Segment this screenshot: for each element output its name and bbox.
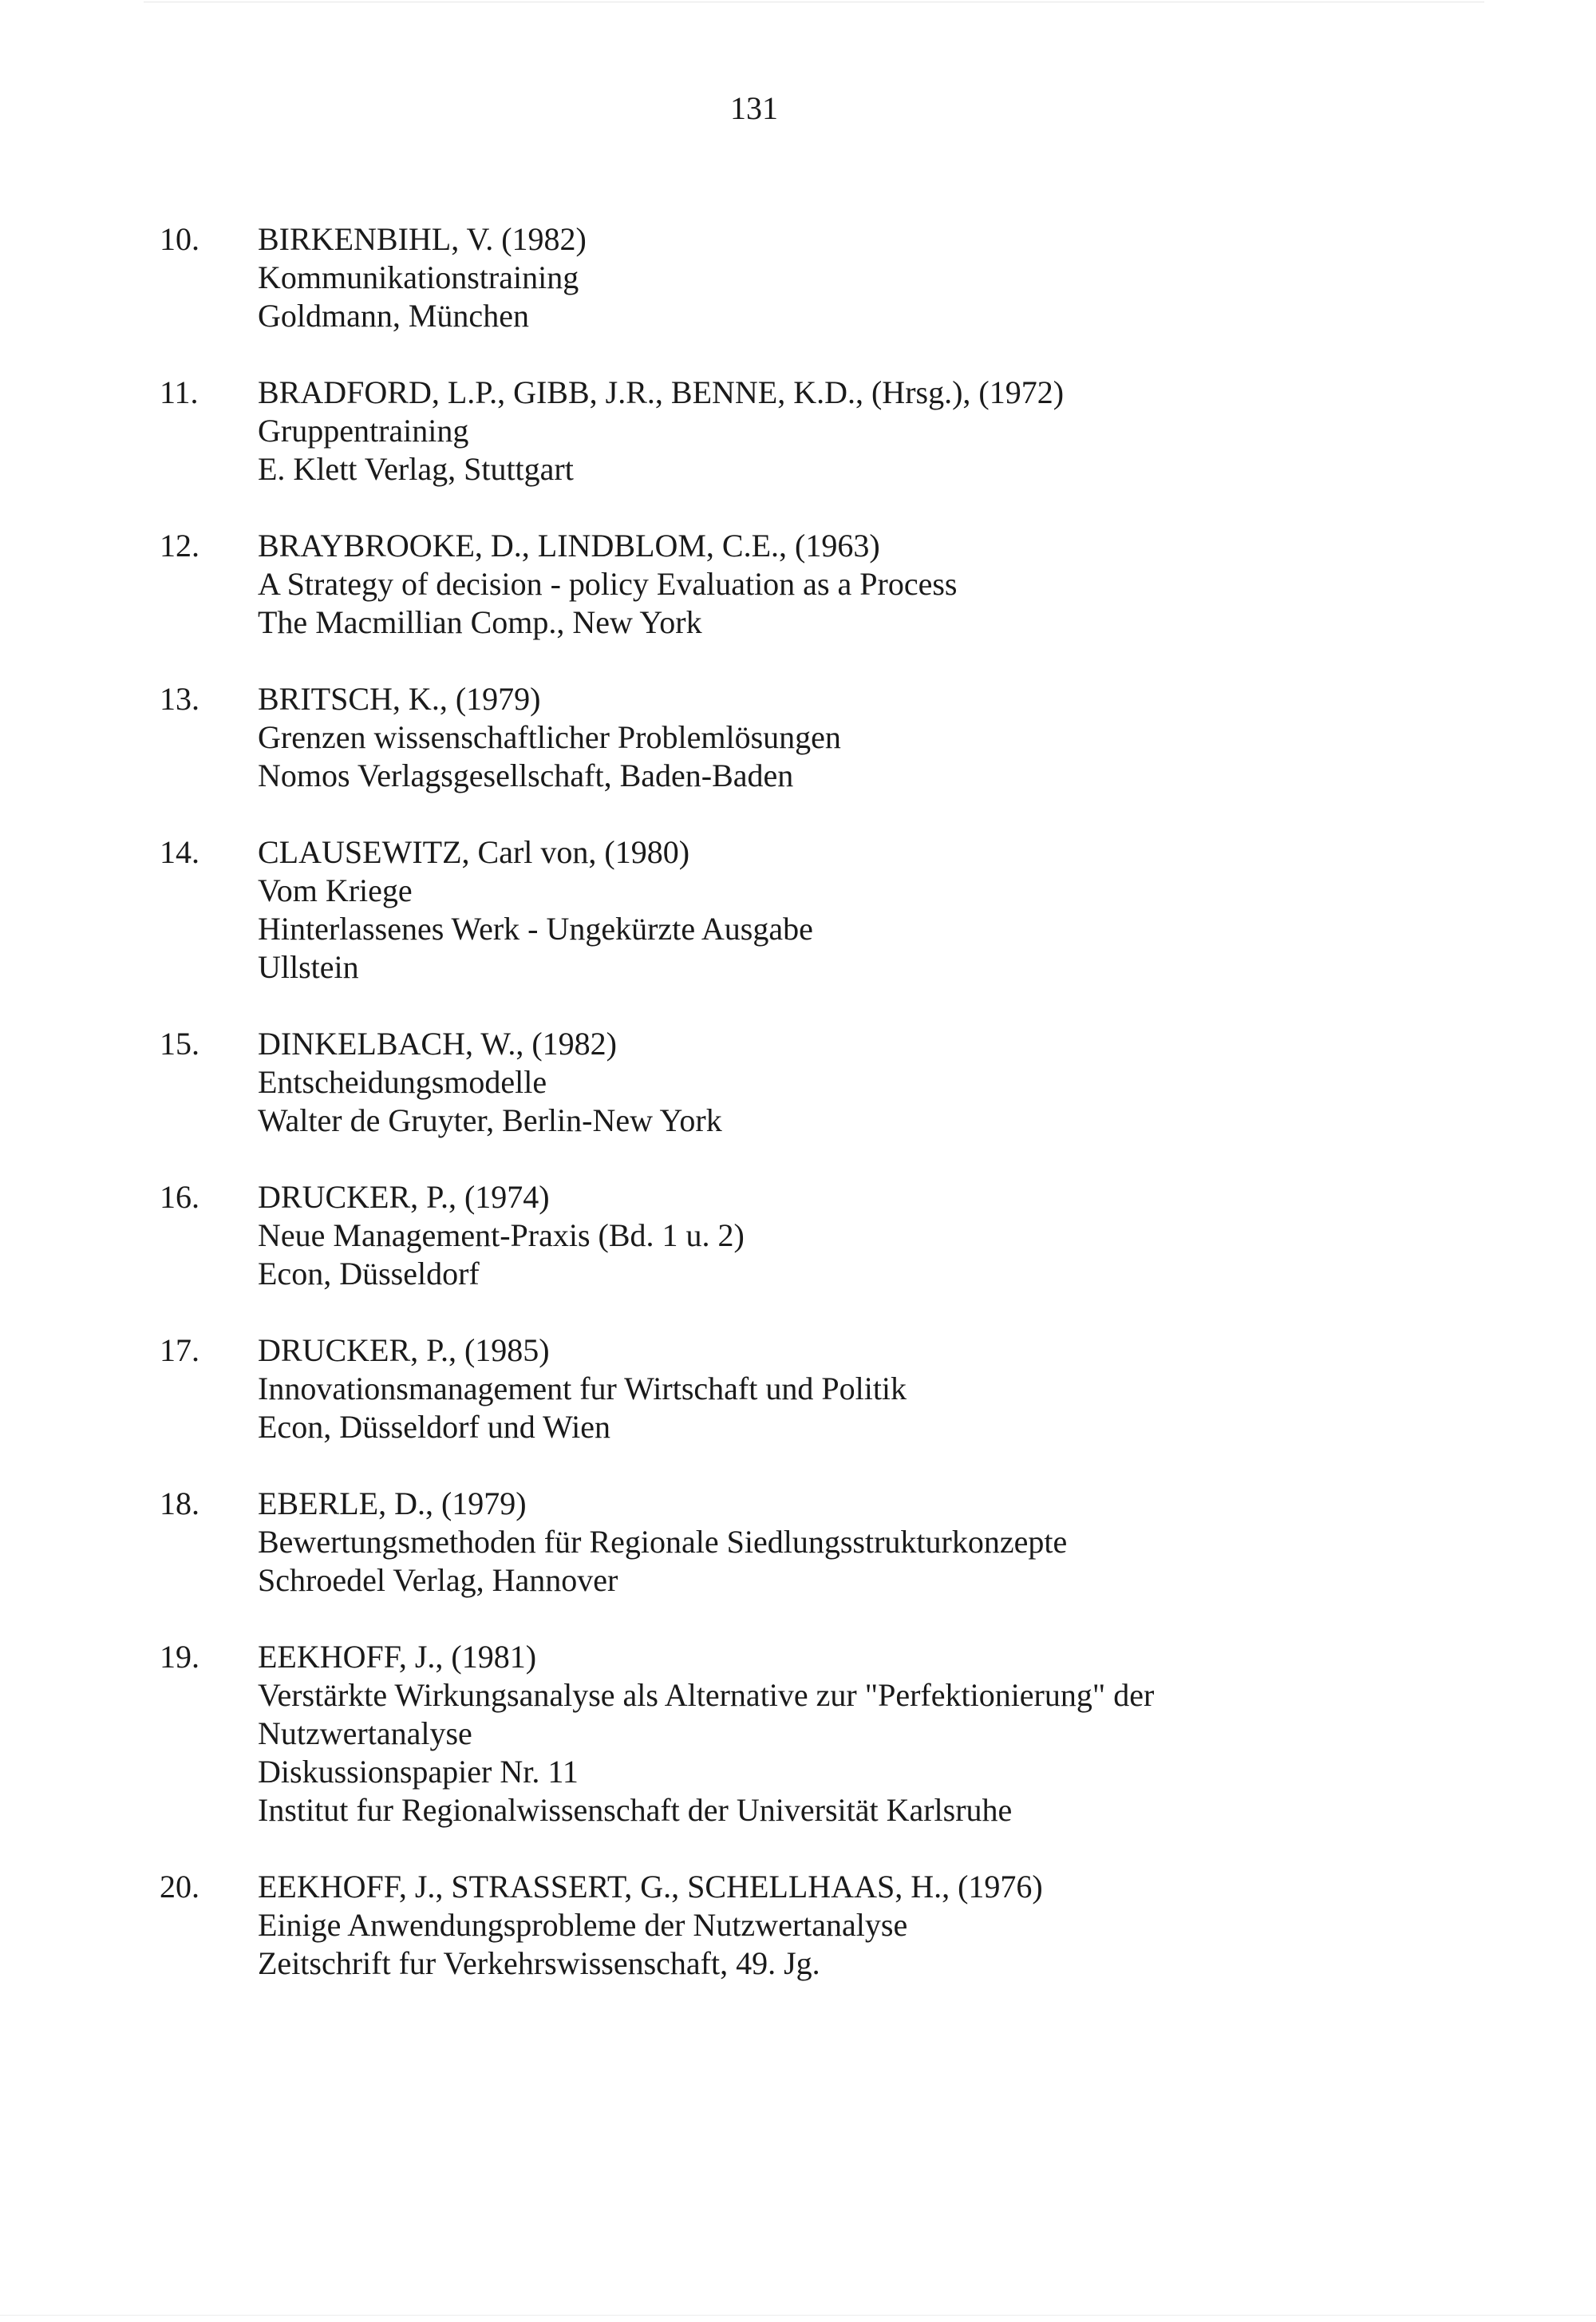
entry-author-line: BRADFORD, L.P., GIBB, J.R., BENNE, K.D., (Hrsg.), (1972): [258, 374, 1065, 410]
entry-number: 14.: [160, 834, 200, 870]
entry-title-line: Einige Anwendungsprobleme der Nutzwertanalyse: [258, 1907, 908, 1943]
entry-body: [258, 374, 1363, 489]
entry-body: [258, 833, 1363, 987]
entry-title-line: Entscheidungsmodelle: [258, 1064, 547, 1100]
entry-author-line: DRUCKER, P., (1985): [258, 1332, 550, 1368]
entry-author-line: DINKELBACH, W., (1982): [258, 1026, 617, 1062]
entry-author-line: BIRKENBIHL, V. (1982): [258, 221, 587, 257]
entry-publisher-line: Ullstein: [258, 949, 359, 985]
entry-body: [258, 220, 1363, 335]
entry-title-line: A Strategy of decision - policy Evaluation as a Process: [258, 566, 958, 602]
entry-body: [258, 1331, 1363, 1446]
entry-title-line: Gruppentraining: [258, 413, 469, 449]
entry-author-line: EEKHOFF, J., (1981): [258, 1639, 537, 1675]
entry-body: [258, 1485, 1363, 1600]
entry-body: [258, 1638, 1363, 1830]
entry-body: [258, 1178, 1363, 1293]
bibliography-entry: [0, 220, 1596, 335]
entry-title-line: Bewertungsmethoden für Regionale Siedlungsstrukturkonzepte: [258, 1524, 1068, 1560]
bibliography-entry: [0, 1868, 1596, 1983]
entry-publisher-line: Walter de Gruyter, Berlin-New York: [258, 1102, 722, 1138]
entry-title-line: Neue Management-Praxis (Bd. 1 u. 2): [258, 1217, 745, 1253]
entry-author-line: BRAYBROOKE, D., LINDBLOM, C.E., (1963): [258, 528, 880, 564]
entry-body: [258, 1868, 1363, 1983]
bibliography-entry: [0, 1331, 1596, 1446]
bibliography-entry: [0, 1638, 1596, 1830]
entry-publisher-line: Institut fur Regionalwissenschaft der Universität Karlsruhe: [258, 1792, 1013, 1828]
entry-number: 19.: [160, 1639, 200, 1675]
entry-number: 18.: [160, 1485, 200, 1521]
entry-number: 12.: [160, 528, 200, 564]
entry-number: 11.: [160, 374, 199, 410]
entry-number: 15.: [160, 1026, 200, 1062]
bibliography-entry: [0, 680, 1596, 795]
entry-publisher-line: The Macmillian Comp., New York: [258, 604, 702, 640]
entry-publisher-line: E. Klett Verlag, Stuttgart: [258, 451, 574, 487]
entry-publisher-line: Zeitschrift fur Verkehrswissenschaft, 49. Jg.: [258, 1945, 820, 1981]
bibliography-entry: [0, 1178, 1596, 1293]
entry-number: 20.: [160, 1869, 200, 1905]
bibliography-entry: [0, 1485, 1596, 1600]
entry-publisher-line: Goldmann, München: [258, 298, 529, 334]
bibliography-entry: [0, 833, 1596, 987]
entry-series-line: Diskussionspapier Nr. 11: [258, 1754, 579, 1790]
entry-number: 16.: [160, 1179, 200, 1215]
entry-publisher-line: Nomos Verlagsgesellschaft, Baden-Baden: [258, 758, 794, 793]
entry-author-line: BRITSCH, K., (1979): [258, 681, 541, 717]
entry-title-line: Grenzen wissenschaftlicher Problemlösungen: [258, 719, 841, 755]
bibliography-entry: [0, 374, 1596, 489]
bibliography-list: [0, 220, 1596, 2021]
bibliography-entry: [0, 527, 1596, 642]
entry-body: [258, 1025, 1363, 1140]
entry-author-line: EEKHOFF, J., STRASSERT, G., SCHELLHAAS, H., (1976): [258, 1869, 1043, 1905]
entry-publisher-line: Schroedel Verlag, Hannover: [258, 1562, 618, 1598]
bibliography-entry: [0, 1025, 1596, 1140]
entry-publisher-line: Econ, Düsseldorf und Wien: [258, 1409, 611, 1445]
entry-number: 13.: [160, 681, 200, 717]
entry-number: 17.: [160, 1332, 200, 1368]
entry-title-line: Vom Kriege: [258, 872, 413, 908]
entry-title-line: Verstärkte Wirkungsanalyse als Alternative zur "Perfektionierung" der Nutzwertanalyse: [258, 1677, 1155, 1751]
entry-title-line: Innovationsmanagement fur Wirtschaft und Politik: [258, 1371, 907, 1406]
entry-author-line: EBERLE, D., (1979): [258, 1485, 527, 1521]
page-number: 131: [730, 90, 778, 126]
entry-title-line: Kommunikationstraining: [258, 259, 579, 295]
entry-body: [258, 527, 1363, 642]
entry-author-line: CLAUSEWITZ, Carl von, (1980): [258, 834, 690, 870]
scan-edge-bottom: [0, 2315, 1596, 2316]
entry-subtitle-line: Hinterlassenes Werk - Ungekürzte Ausgabe: [258, 911, 813, 947]
entry-body: [258, 680, 1363, 795]
entry-publisher-line: Econ, Düsseldorf: [258, 1256, 480, 1292]
entry-number: 10.: [160, 221, 200, 257]
entry-author-line: DRUCKER, P., (1974): [258, 1179, 550, 1215]
